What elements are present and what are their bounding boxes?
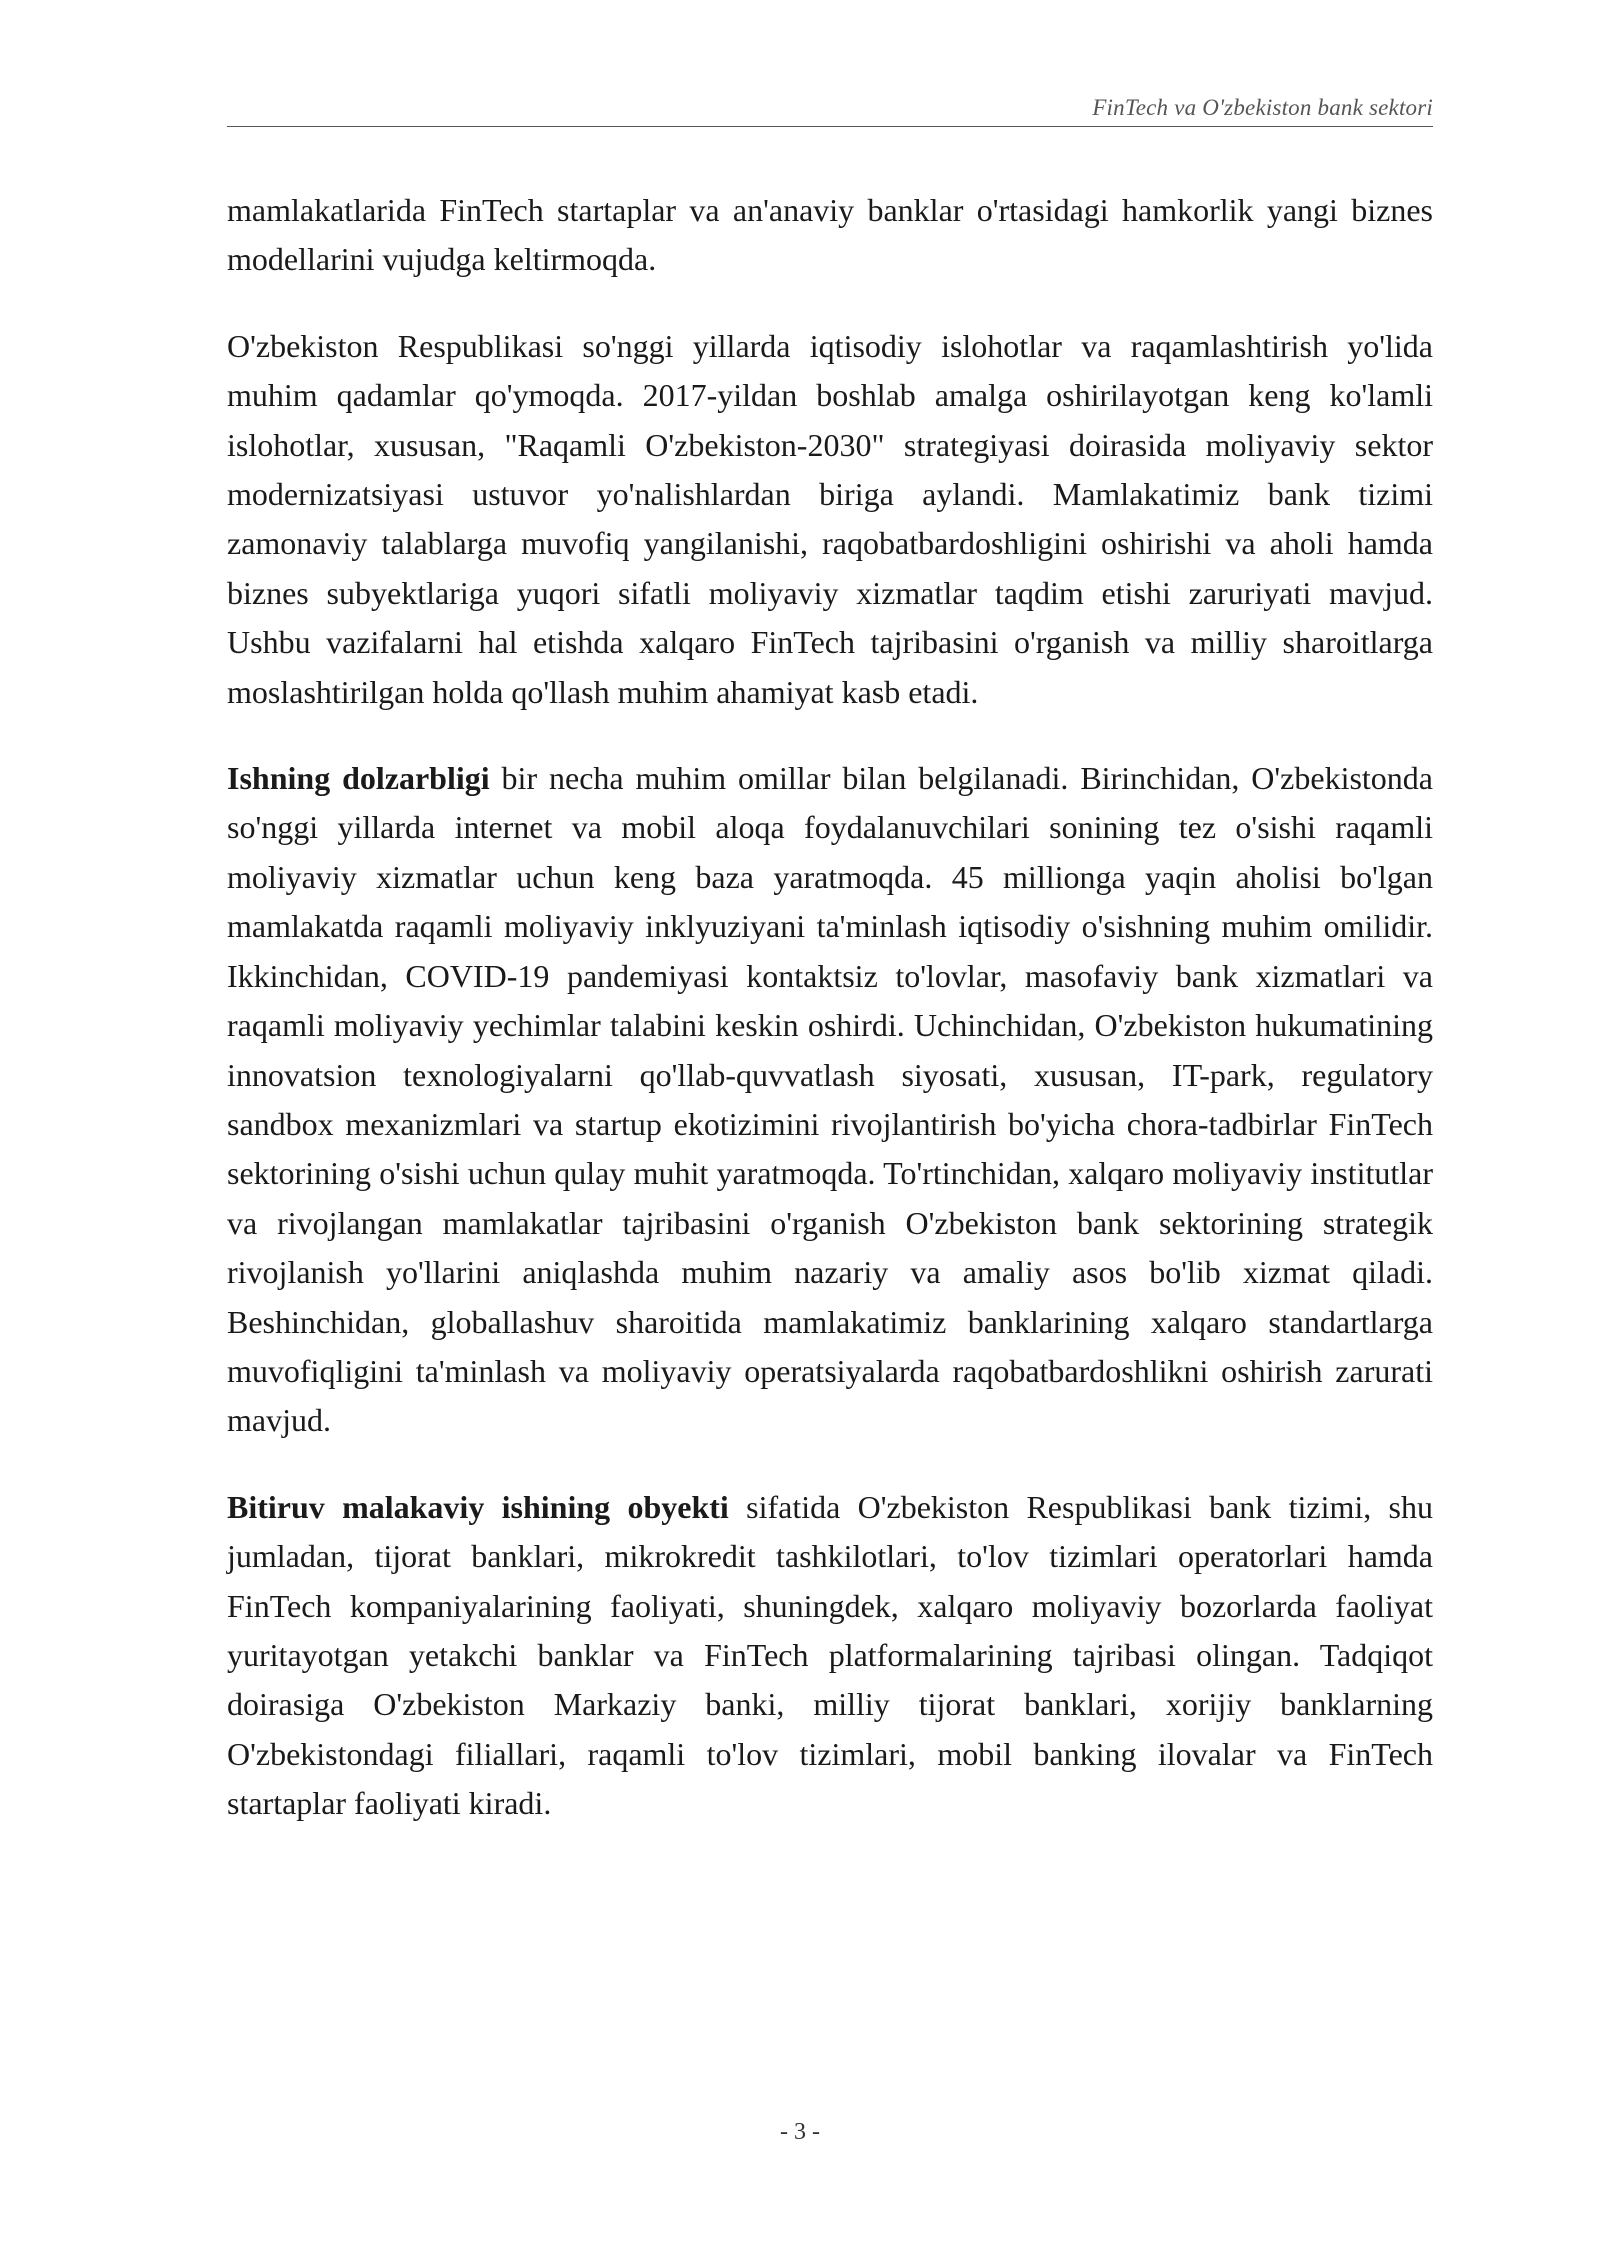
paragraph-text: mamlakatlarida FinTech startaplar va an'anaviy banklar o'rtasidagi hamkorlik yangi biznes modellarini vujudga keltirmoqda. <box>227 192 1433 278</box>
paragraph-text: bir necha muhim omillar bilan belgilanadi. Birinchidan, O'zbekistonda so'nggi yillarda internet va mobil aloqa foydalanuvchilari sonining tez o'sishi raqamli moliyaviy xizmatlar uchun keng baza yaratmoqda. 45 millionga yaqin aholisi bo'lgan mamlakatda raqamli moliyaviy inklyuziyani ta'minlash iqtisodiy o'sishning muhim omilidir. Ikkinchidan, COVID-19 pandemiyasi kontaktsiz to'lovlar, masofaviy bank xizmatlari va raqamli moliyaviy yechimlar talabini keskin oshirdi. Uchinchidan, O'zbekiston hukumatining innovatsion texnologiyalarni qo'llab-quvvatlash siyosati, xususan, IT-park, regulatory sandbox mexanizmlari va startup ekotizimini rivojlantirish bo'yicha chora-tadbirlar FinTech sektorining o'sishi uchun qulay muhit yaratmoqda. To'rtinchidan, xalqaro moliyaviy institutlar va rivojlangan mamlakatlar tajribasini o'rganish O'zbekiston bank sektorining strategik rivojlanish yo'llarini aniqlashda muhim nazariy va amaliy asos bo'lib xizmat qiladi. Beshinchidan, globallashuv sharoitida mamlakatimiz banklarining xalqaro standartlarga muvofiqligini ta'minlash va moliyaviy operatsiyalarda raqobatbardoshlikni oshirish zarurati mavjud. <box>227 760 1434 1439</box>
running-header-title: FinTech va O'zbekiston bank sektori <box>1092 95 1433 120</box>
body-text <box>227 186 1433 1866</box>
paragraph-text: O'zbekiston Respublikasi so'nggi yillarda iqtisodiy islohotlar va raqamlashtirish yo'lida muhim qadamlar qo'ymoqda. 2017-yildan boshlab amalga oshirilayotgan keng ko'lamli islohotlar, xususan, "Raqamli O'zbekiston-2030" strategiyasi doirasida moliyaviy sektor modernizatsiyasi ustuvor yo'nalishlardan biriga aylandi. Mamlakatimiz bank tizimi zamonaviy talablarga muvofiq yangilanishi, raqobatbardoshligini oshirishi va aholi hamda biznes subyektlariga yuqori sifatli moliyaviy xizmatlar taqdim etishi zaruriyati mavjud. Ushbu vazifalarni hal etishda xalqaro FinTech tajribasini o'rganish va milliy sharoitlarga moslashtirilgan holda qo'llash muhim ahamiyat kasb etadi. <box>227 327 1433 710</box>
paragraph-text: sifatida O'zbekiston Respublikasi bank tizimi, shu jumladan, tijorat banklari, mikrokredit tashkilotlari, to'lov tizimlari operatorlari hamda FinTech kompaniyalarining faoliyati, shuningdek, xalqaro moliyaviy bozorlarda faoliyat yuritayotgan yetakchi banklar va FinTech platformalarining tajribasi olingan. Tadqiqot doirasiga O'zbekiston Markaziy banki, milliy tijorat banklari, xorijiy banklarning O'zbekistondagi filiallari, raqamli to'lov tizimlari, mobil banking ilovalar va FinTech startaplar faoliyati kiradi. <box>227 1488 1434 1822</box>
paragraph-research-object <box>227 1483 1433 1829</box>
page-number: - 3 - <box>780 2119 820 2145</box>
paragraph-relevance <box>227 754 1433 1446</box>
paragraph-reforms <box>227 322 1433 717</box>
header-divider <box>227 126 1433 127</box>
paragraph-continuation <box>227 186 1433 285</box>
paragraph-lead-term: Bitiruv malakaviy ishining obyekti <box>227 1488 729 1525</box>
paragraph-lead-term: Ishning dolzarbligi <box>227 760 490 797</box>
